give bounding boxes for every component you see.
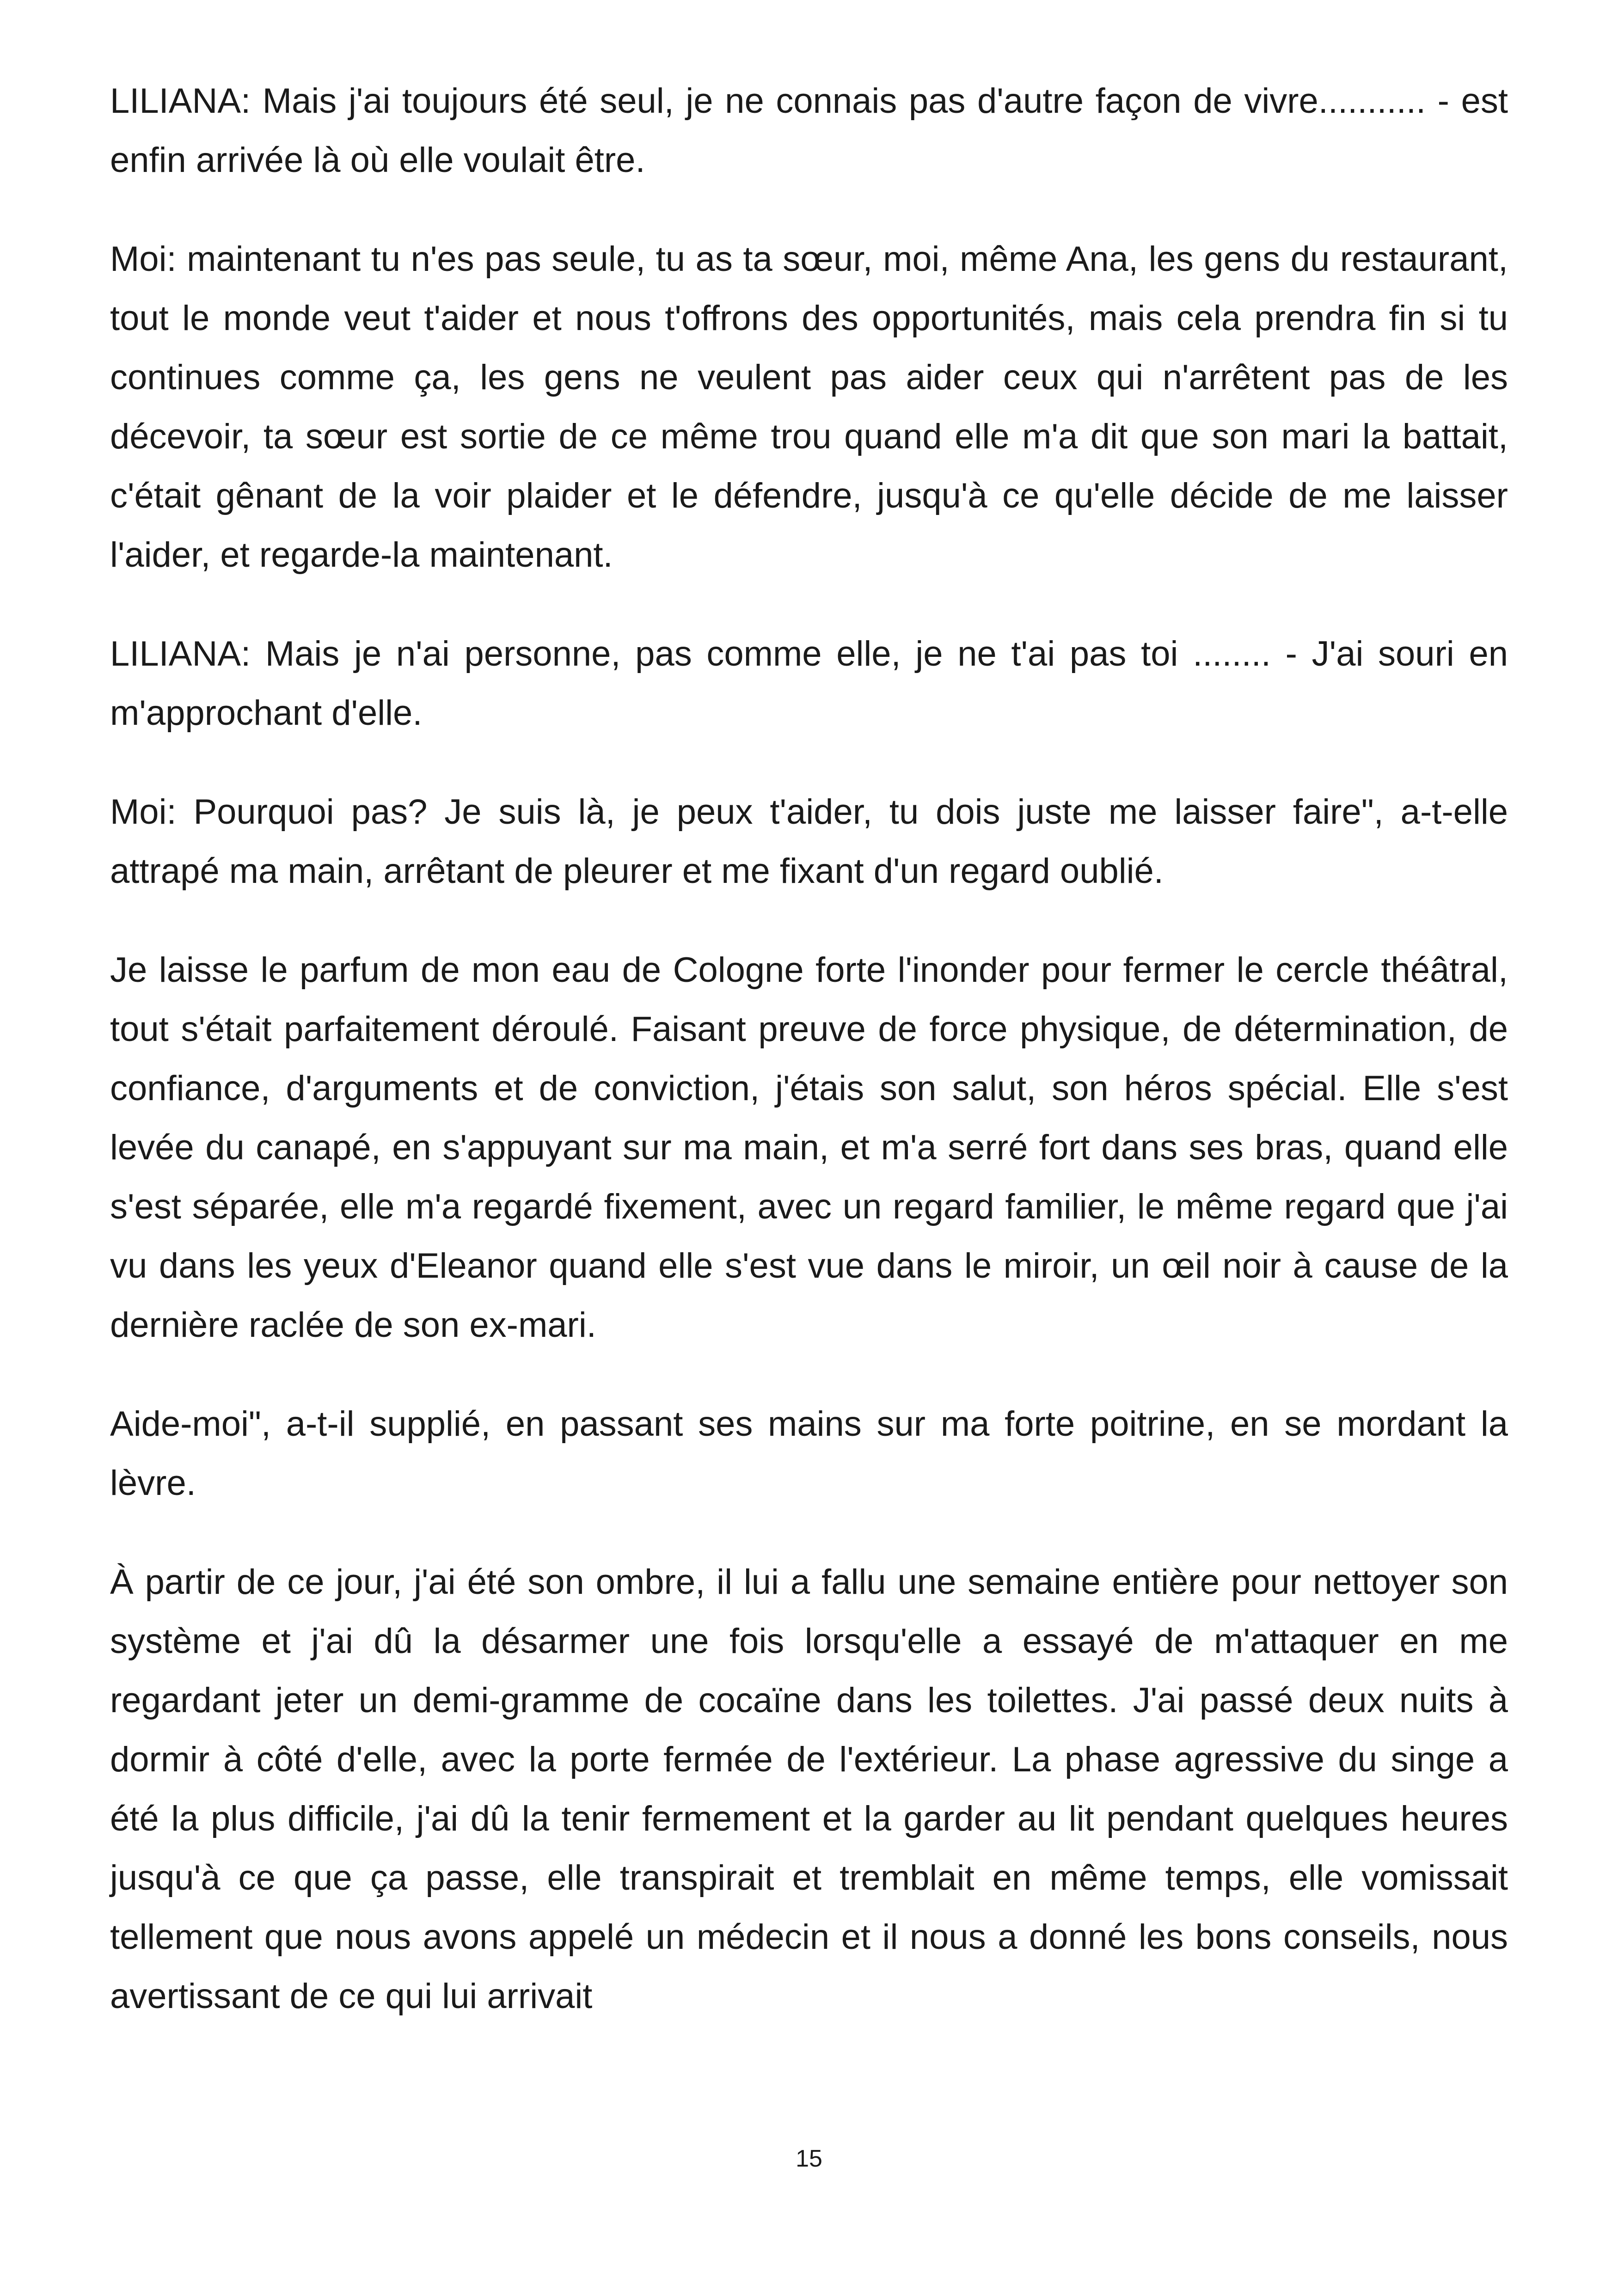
paragraph-3: LILIANA: Mais je n'ai personne, pas comme elle, je ne t'ai pas toi ........ - J'ai souri en m'approchant d'elle. — [110, 634, 1508, 733]
paragraph-2: Moi: maintenant tu n'es pas seule, tu as ta sœur, moi, même Ana, les gens du restaurant, tout le monde veut t'aider et nous t'offrons des opportunités, mais cela prendra fin si tu continues comme ça, les gens ne veulent pas aider ceux qui n'arrêtent pas de les décevoir, ta sœur est sortie de ce même trou quand elle m'a dit que son mari la battait, c'était gênant de la voir plaider et le défendre, jusqu'à ce qu'elle décide de me laisser l'aider, et regarde-la maintenant. — [110, 239, 1508, 575]
paragraph-6: Aide-moi", a-t-il supplié, en passant ses mains sur ma forte poitrine, en se mordant la lèvre. — [110, 1404, 1508, 1503]
paragraph-5: Je laisse le parfum de mon eau de Cologne forte l'inonder pour fermer le cercle théâtral, tout s'était parfaitement déroulé. Faisant preuve de force physique, de détermination, de confiance, d'arguments et de conviction, j'étais son salut, son héros spécial. Elle s'est levée du canapé, en s'appuyant sur ma main, et m'a serré fort dans ses bras, quand elle s'est séparée, elle m'a regardé fixement, avec un regard familier, le même regard que j'ai vu dans les yeux d'Eleanor quand elle s'est vue dans le miroir, un œil noir à cause de la dernière raclée de son ex-mari. — [110, 950, 1508, 1345]
paragraph-7: À partir de ce jour, j'ai été son ombre, il lui a fallu une semaine entière pour nettoyer son système et j'ai dû la désarmer une fois lorsqu'elle a essayé de m'attaquer en me regardant jeter un demi-gramme de cocaïne dans les toilettes. J'ai passé deux nuits à dormir à côté d'elle, avec la porte fermée de l'extérieur. La phase agressive du singe a été la plus difficile, j'ai dû la tenir fermement et la garder au lit pendant quelques heures jusqu'à ce que ça passe, elle transpirait et tremblait en même temps, elle vomissait tellement que nous avons appelé un médecin et il nous a donné les bons conseils, nous avertissant de ce qui lui arrivait — [110, 1562, 1508, 2016]
paragraph-4: Moi: Pourquoi pas? Je suis là, je peux t'aider, tu dois juste me laisser faire", a-t-elle attrapé ma main, arrêtant de pleurer et me fixant d'un regard oublié. — [110, 792, 1508, 891]
page-number: 15 — [796, 2145, 822, 2172]
paragraph-1: LILIANA: Mais j'ai toujours été seul, je ne connais pas d'autre façon de vivre........... - est enfin arrivée là où elle voulait être. — [110, 81, 1508, 180]
body-text — [110, 72, 1508, 2066]
